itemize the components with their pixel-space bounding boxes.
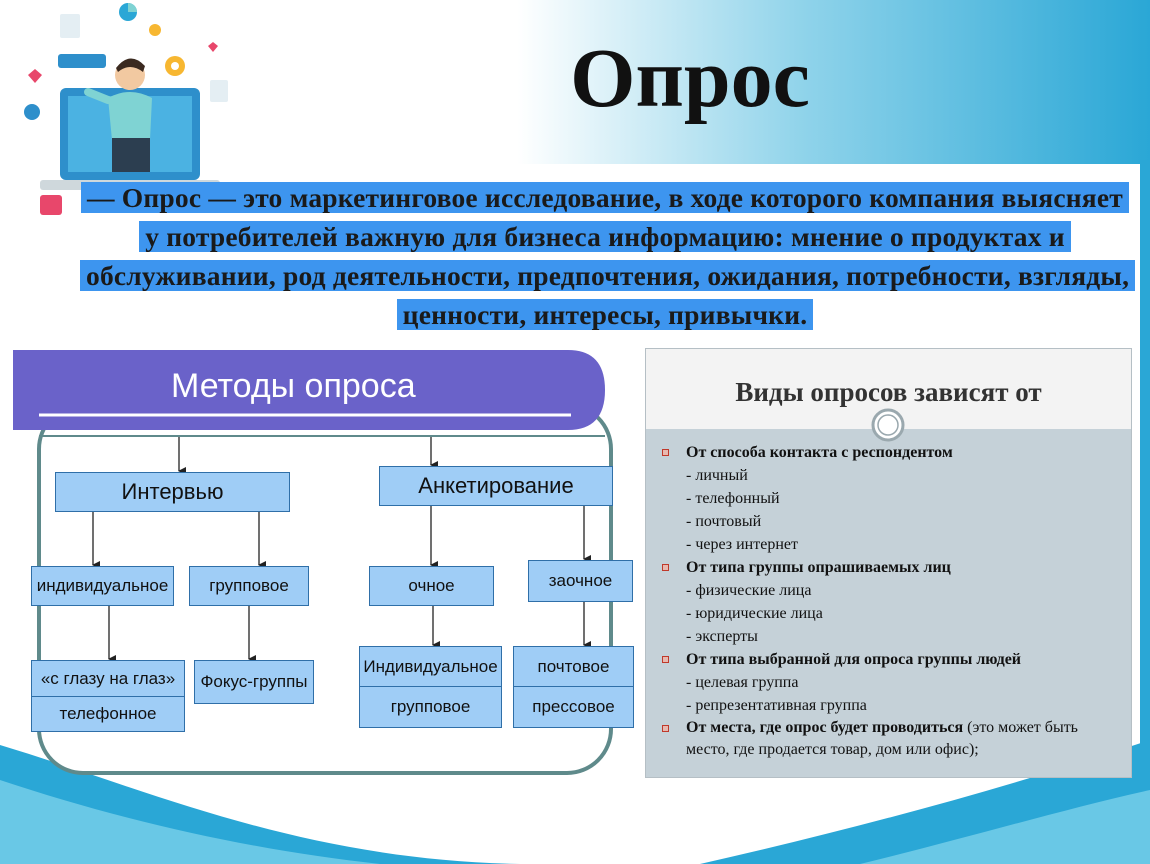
bullet-icon xyxy=(662,449,669,456)
list-item: От места, где опрос будет проводиться (это может быть место, где продается товар, дом или офис); xyxy=(660,717,1122,761)
list-item: - почтовый xyxy=(686,513,762,530)
list-item: - юридические лица xyxy=(686,605,823,622)
telephone-cell: телефонное xyxy=(59,704,157,723)
postal-cell: почтовое xyxy=(514,647,633,687)
definition-highlight: — Опрос — это маркетинговое исследование, в ходе которого компания выясняет у потребителей важную для бизнеса информацию: мнение о продуктах и обслуживании, род деятельности, предпочтения, ожидания, потребности, взгляды, ценности, интересы, привычки. xyxy=(80,182,1135,330)
press-cell: прессовое xyxy=(532,697,615,716)
survey-types-panel xyxy=(645,348,1132,778)
page-title: Опрос xyxy=(570,32,810,125)
remote-box: заочное xyxy=(528,560,633,602)
list-item: - репрезентативная группа xyxy=(686,697,867,714)
individual-box: индивидуальное xyxy=(31,566,174,606)
bullet-icon xyxy=(662,656,669,663)
group-box: групповое xyxy=(189,566,309,606)
list-item: - личный xyxy=(686,467,748,484)
list-item: От способа контакта с респондентом xyxy=(660,441,1122,464)
individual-group-box xyxy=(359,646,502,728)
types-list xyxy=(660,441,1122,761)
list-item: - целевая группа xyxy=(686,674,799,691)
list-item: От типа группы опрашиваемых лиц xyxy=(660,556,1122,579)
group-cap-cell: групповое xyxy=(390,697,471,716)
types-title: Виды опросов зависят от xyxy=(735,377,1042,407)
methods-header: Методы опроса xyxy=(171,367,416,405)
bullet-icon xyxy=(662,564,669,571)
face-to-face-cell: «с глазу на глаз» xyxy=(32,661,184,697)
survey-methods-diagram xyxy=(13,345,645,815)
circle-ornament-icon xyxy=(870,407,906,443)
face-to-face-telephone-box xyxy=(31,660,185,732)
list-item: - через интернет xyxy=(686,536,798,553)
definition-text xyxy=(80,178,1130,334)
interview-box: Интервью xyxy=(55,472,290,512)
list-item: - телефонный xyxy=(686,490,780,507)
bullet-icon xyxy=(662,725,669,732)
in-person-box: очное xyxy=(369,566,494,606)
list-item: От типа выбранной для опроса группы людей xyxy=(660,648,1122,671)
postal-press-box xyxy=(513,646,634,728)
questionnaire-box: Анкетирование xyxy=(379,466,613,506)
list-item: - физические лица xyxy=(686,582,812,599)
focus-groups-box: Фокус-группы xyxy=(194,660,314,704)
individual-cap-cell: Индивидуальное xyxy=(360,647,501,687)
list-item: - эксперты xyxy=(686,628,758,645)
